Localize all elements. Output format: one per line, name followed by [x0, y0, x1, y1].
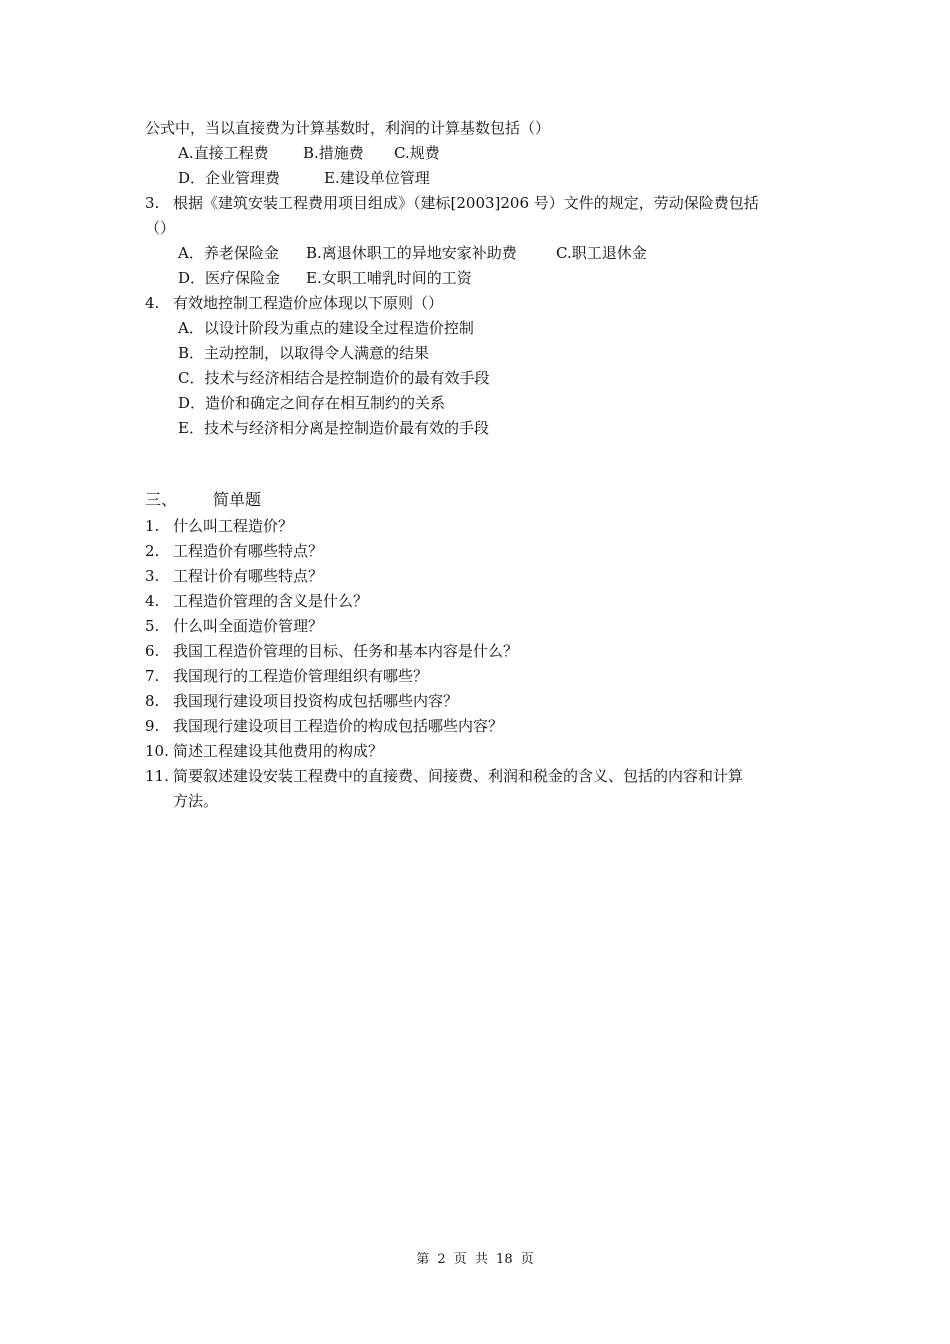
question-number: 11. — [145, 767, 169, 785]
q3-line1 — [145, 192, 759, 214]
question-text: 我国工程造价管理的目标、任务和基本内容是什么？ — [173, 642, 519, 660]
list-item — [145, 740, 383, 762]
question-text: 工程造价有哪些特点？ — [173, 542, 324, 560]
section-number: 三、 — [145, 490, 178, 509]
list-item — [145, 640, 518, 662]
q4-option-a: A．以设计阶段为重点的建设全过程造价控制 — [178, 319, 474, 337]
q4-number: 4. — [145, 294, 160, 312]
q2-option-c: C.规费 — [394, 144, 440, 162]
q3-option-e: E.女职工哺乳时间的工资 — [306, 269, 472, 287]
q2-text: 公式中，当以直接费为计算基数时，利润的计算基数包括（） — [145, 119, 551, 137]
q2-option-e: E.建设单位管理 — [324, 169, 430, 187]
list-item — [145, 690, 458, 712]
q2-option-a: A.直接工程费 — [178, 144, 269, 162]
q2-option-b: B.措施费 — [303, 144, 364, 162]
page-footer: 第 2 页 共 18 页 — [416, 1252, 534, 1267]
question-number: 4. — [145, 592, 160, 610]
question-number: 9. — [145, 717, 160, 735]
q3-option-b: B.离退休职工的异地安家补助费 — [306, 244, 517, 262]
q2-options-row2 — [178, 167, 430, 189]
q4-line — [145, 292, 443, 314]
question-number: 6. — [145, 642, 160, 660]
question-number: 10. — [145, 742, 169, 760]
q2-option-d: D．企业管理费 — [178, 169, 281, 187]
list-item — [145, 665, 428, 687]
question-11-continuation: 方法。 — [173, 792, 219, 810]
q4-option-d: D．造价和确定之间存在相互制约的关系 — [178, 394, 446, 412]
q3-number: 3. — [145, 194, 160, 212]
q3-options-row2 — [178, 267, 472, 289]
section-title: 简单题 — [213, 490, 262, 509]
list-item — [145, 765, 743, 787]
question-number: 3. — [145, 567, 160, 585]
question-text: 我国现行建设项目工程造价的构成包括哪些内容？ — [173, 717, 504, 735]
question-text: 我国现行的工程造价管理组织有哪些？ — [173, 667, 429, 685]
q4-option-c: C．技术与经济相结合是控制造价的最有效手段 — [178, 369, 490, 387]
question-text: 工程计价有哪些特点？ — [173, 567, 324, 585]
question-text: 我国现行建设项目投资构成包括哪些内容？ — [173, 692, 459, 710]
list-item — [145, 540, 323, 562]
question-text: 简要叙述建设安装工程费中的直接费、间接费、利润和税金的含义、包括的内容和计算 — [173, 767, 744, 785]
list-item — [145, 615, 323, 637]
q3-text-line2: （） — [145, 219, 176, 237]
question-number: 5. — [145, 617, 160, 635]
list-item — [145, 515, 293, 537]
q4-option-b: B．主动控制，以取得令人满意的结果 — [178, 344, 430, 362]
q3-text: 根据《建筑安装工程费用项目组成》（建标[2003]206 号）文件的规定，劳动保险费包括 — [173, 194, 759, 212]
question-number: 8. — [145, 692, 160, 710]
question-text: 什么叫工程造价？ — [173, 517, 294, 535]
q2-options-row1 — [178, 142, 440, 164]
list-item — [145, 715, 503, 737]
question-number: 2. — [145, 542, 160, 560]
question-text: 简述工程建设其他费用的构成？ — [173, 742, 384, 760]
q3-option-c: C.职工退休金 — [556, 244, 647, 262]
question-text: 工程造价管理的含义是什么？ — [173, 592, 369, 610]
q4-option-e: E．技术与经济相分离是控制造价最有效的手段 — [178, 419, 489, 437]
question-number: 7. — [145, 667, 160, 685]
section-heading — [145, 489, 261, 511]
q4-text: 有效地控制工程造价应体现以下原则（） — [173, 294, 444, 312]
q3-option-a: A．养老保险金 — [178, 244, 279, 262]
list-item — [145, 565, 323, 587]
q3-options-row1 — [178, 242, 647, 264]
list-item — [145, 590, 368, 612]
question-number: 1. — [145, 517, 160, 535]
q3-option-d: D．医疗保险金 — [178, 269, 281, 287]
question-text: 什么叫全面造价管理？ — [173, 617, 324, 635]
